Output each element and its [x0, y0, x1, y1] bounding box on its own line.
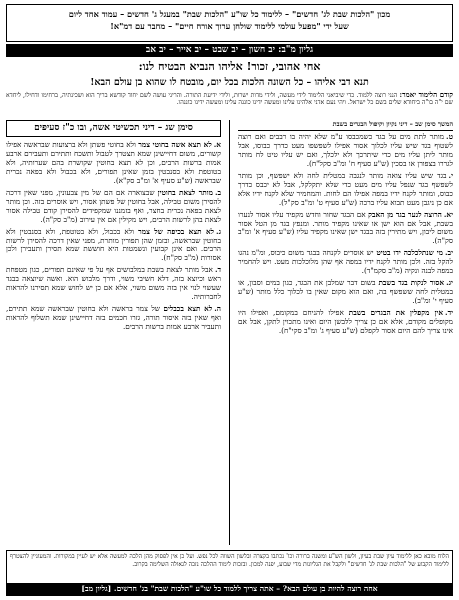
paragraph	[238, 211, 453, 247]
siman-title: סימן שג – דיני תכשיטי אשה, ובו כ"ז סעיפים	[6, 120, 221, 137]
issue-dateline: גליון מ"ב: יב חשון – יב שבט – יב אייר – יב אב	[6, 44, 453, 57]
paragraph-number: ט.	[446, 131, 453, 141]
paragraph-number: א.	[213, 140, 221, 149]
prayer-lead: קודם הלימוד יאמר:	[399, 90, 454, 99]
paragraph	[6, 189, 221, 225]
paragraph	[6, 228, 221, 264]
paragraph-lead: אסור לנקות בגד בשבת	[378, 278, 445, 288]
paragraph-number: יד.	[445, 308, 453, 318]
prayer-text: הנני רוצה ללמוד. כדי שיביאני הלימוד לידי מעשה, ולידי מדות ישרות, ולידי ידיעת התורה. והריני עושה לשם יחוד קודשא בריך הוא ושכינתיה, ברחימו ודחילו, ליחדא שם י"ה בו"ה ביחודא שלים בשם כל ישראל. ויהי נעם אדני אלהינו עלינו ומעשה ידינו כוננה עלינו ומעשה ידינו כוננהו.	[6, 92, 453, 107]
paragraph-text: אם הבגד שחור וחדש מקפיד עליו אסור לנערו בשבת, אבל אם הוא ישן או שאינו מקפיד מותר. ומנפץ בגד מן הטל אסור משום ליבון, ויש מתירין בזה בבגד ישן שאינו מקפיד עליו (ש"ע סעיף א' ומ"ב סק"ה).	[238, 209, 453, 246]
paragraph	[6, 141, 221, 186]
paragraph-lead: מותר לצאת בחוטין	[157, 187, 213, 197]
paragraph-text: בגד שיש עליו צואה מותר לנגבה במטלית לחה ולא ישפשף, וכן מותר לשפשף בגד שנפל עליו מים מעט כדי שלא יתקלקל, אבל לא יכבס כדרך כבוס, ומותר לקנח ידיו במפה אפילו הם לחות. והמחמיר שלא לקנח ידיו אלא אם כן ניגבן מעט תבוא עליו ברכה (ש"ע סעיף ט' ומ"ב סק"ל).	[238, 170, 453, 207]
elijah-quote-title: אחי אהובי, זכור! אליהו הנביא הבטיח לנו:	[138, 60, 321, 73]
paragraph-lead: לא תצא אשה בחוטי צמר	[138, 140, 212, 149]
footer-box	[6, 550, 453, 596]
paragraph-lead: לא תצא בכבלים	[163, 304, 213, 314]
paragraph-number: י.	[448, 170, 453, 180]
paragraph-text: של צמר בראשה ולא בחוטין שבראשה שמא תתירם, ואף שאין בזה איסור תורה, גזרו חכמים בזה דחיישינן שמא תשלוף להראות ותעביר ארבע אמות ברשות הרבים.	[6, 304, 221, 332]
paragraph-text: ולא בכבול, ולא בטוטפת, ולא בסנבטין ולא בחוטין שבראשה, ובזמן שהן תפורין מותרת, מפני שאין דרכה להסירן לרשות הרבים. ואם אינן קבועין ונשמטות היא חוששת שמא תסירן ותעבירן ולכן אסורות (מ"ב סק"ח).	[6, 226, 221, 263]
header-line-1: מכון "הלכות שבת לג' חדשים" – ללימוד כל שו"ע "הלכות שבת" במעגל ג' חדשים – עמוד אחד ליום	[68, 9, 391, 19]
paragraph	[238, 249, 453, 276]
paragraph	[6, 266, 221, 302]
header-box	[6, 4, 453, 42]
paragraph-lead: הרוצה לנער בגד מן האבק	[368, 209, 442, 219]
paragraph-text: אבל מותר לצאת בשבת במלבושים אף על פי שאינם תפורים, כגון מטפחת ראש וכיוצא בזה, דלא חשיבי משוי, ודרך מלבוש הוא. ואשה שיוצאה בבגד שעשוי לנוי אין בזה משום משוי, אלא אם כן יש לחוש שמא תסירנו להראות לחברותיה.	[6, 265, 221, 302]
paragraph-text: ולא בחוטי פשתן ולא ברצועות שבראשה אפילו קשורים, משום דחיישינן שמא תצטרך לטבול ותשכח ותתירם ותעבירם ארבע אמות ברשות הרבים, וכן לא תצא בחוטין שקושרת בהם שערותיה, ולא בטוטפת ולא בסנבטין בזמן שאינן תפורים, ולא בכבול ולא בפאה נכרית שבראשה (ש"ע סעיף א' ומ"ב סק"א).	[6, 140, 221, 185]
paragraph	[238, 309, 453, 336]
paragraph	[238, 133, 453, 169]
paragraph-number: ב.	[214, 187, 221, 197]
paragraph-text: שבצוארה אם הם של מין צבעונין, מפני שאין דרכה להסירן משום טבילה, אבל בחוטין של פשתן אסור, ויש אוסרים בזה. וכן מותר לצאת בפאה נכרית בחצר, ואף בזמננו שמקפידים להסירן קודם טבילה אסור לצאת בהן לרשות הרבים, ויש מקילין אם אין עירוב (מ"ב סק"ה).	[6, 187, 221, 224]
right-column	[238, 120, 453, 545]
paragraph-text: מותר לתת מים על בגד כשמכבסו ע"מ שלא יהיה בו רבבים ואם רוצה לשטוף בגד שיש עליו לכלוך אסור אפילו לשפשפו מעט כדרך כבוסו, אבל מותר ליתן עליו מים כדי שיתרכך ולא ילכלך, ואם יש עליו טיט לח מותר לגררו בצפורן או בסכין (ש"ע סעיף ח' ומ"ב סקל"ח).	[238, 131, 453, 168]
elijah-quote-text: תנא דבי אליהו – כל השונה הלכות בכל יום, מובטח לו שהוא בן עולם הבא!	[90, 77, 369, 88]
paragraph-number: יג.	[446, 278, 453, 288]
paragraph-number: יא.	[443, 209, 453, 219]
paragraph-number: ג.	[216, 226, 221, 236]
paragraph-number: ה.	[214, 304, 221, 314]
left-column	[6, 120, 221, 545]
paragraph-lead: מי שנתלכלכה ידו בטיט	[376, 248, 444, 258]
column-divider	[229, 120, 230, 545]
pre-study-prayer	[6, 91, 453, 107]
paragraph	[238, 279, 453, 306]
paragraph-text: יש אוסרים לקנחה בבגד משום כיבוס, ומ"מ נהגו להקל בזה. ולכן מותר לקנח ידיו במפה אף שהן מלוכלכות מעט. ויש להחמיר במפה לבנה ונקיה (מ"ב סקמ"ד).	[238, 248, 453, 276]
footer-notice: הלוח מובא כאן ללימוד עיון שבת בעיון, ולשון הש"ע ומשנה ברורה וכו' נכתבו בקצרה ובלשון השווה לכל נפש. ועל כן אין לפסוק מהן הלכה למעשה אלא יש לעיין במקורות. והמעוניין להצטרף ללימוד הקבוע של "הלכות שבת לג' חדשים" ולקבל את הגליונות מדי שבוע, יפנה למכון. ובזכות לימוד ההלכה נזכה לגאולה השלימה בקרוב.	[10, 553, 449, 568]
paragraph-text: אפילו להניחם במקומם, ואפילו היו מקופלים מקודם, אלא אם כן צריך ללבשן היום ואינו מתכוין לתקן, אבל אם אינו צריך להם היום אסור לקפלם (ש"ע סעיף ג' ומ"ב סקי"ח).	[238, 308, 453, 336]
paragraph-lead: לא תצא בכיפה של צמר	[138, 226, 215, 236]
paragraph-text: בשום דבר שמלבן את הבגד, כגון במים וסבון, או במטלית לחה ששפשף בה, ואם הוא מקום שאין בו לכלוך כלל מותר (ש"ע סעיף י' ומ"ב).	[238, 278, 453, 306]
paragraph-number: יב.	[445, 248, 453, 258]
paragraph	[238, 172, 453, 208]
section-continuation-heading: המשך סימן שב – דיני נקיון וקיפול הבגדים בשבת	[238, 120, 453, 131]
header-line-2: שעל ידי "מפעל עולמי ללימוד שולחן ערוך אורח חיים" – מחבר עם דמ"א!	[110, 21, 349, 31]
paragraph	[6, 305, 221, 332]
footer-bar: אחה רוצה להיות בן עולם הבא? – אתה צריך ללמוד כל שו"ע "הלכות שבת" בג' חדשים. [גליון מב]	[7, 583, 452, 595]
paragraph-number: ד.	[214, 265, 221, 275]
paragraph-lead: אין מקפלין את הבגדים בשבת	[348, 308, 444, 318]
